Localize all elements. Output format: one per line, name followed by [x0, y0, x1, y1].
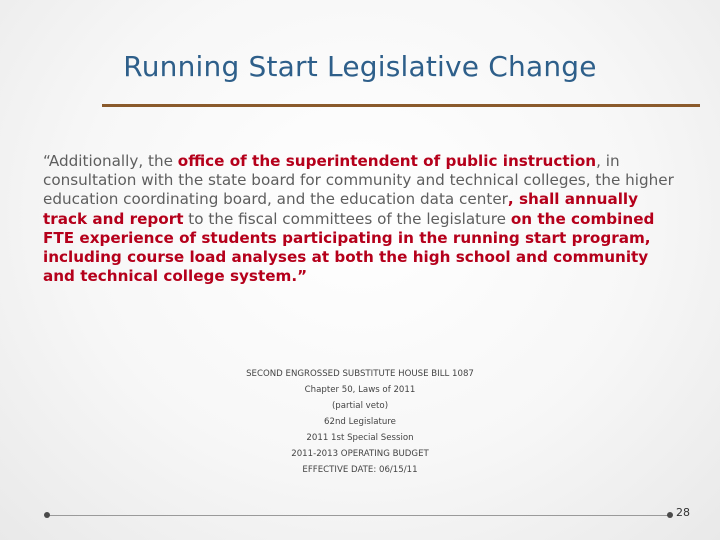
citation-line: Chapter 50, Laws of 2011	[304, 385, 416, 395]
quote-highlight-shall-track: , shall annually track and report	[43, 190, 639, 228]
title-divider	[102, 104, 700, 107]
bill-citation	[180, 366, 540, 478]
legislative-quote	[43, 152, 683, 286]
footer-right-dot-icon	[667, 512, 673, 518]
quote-segment: , in consultation with the state board for community and technical colleges, the higher education coordinating board, and the education data center	[43, 152, 674, 209]
quote-highlight-fte: on the combined FTE experience of students participating in the running start program, including course load analyses at both the high school and community and technical college system.”	[43, 209, 655, 286]
slide-title: Running Start Legislative Change	[123, 50, 597, 83]
quote-segment: to the fiscal committees of the legislature	[183, 209, 511, 228]
citation-line: 2011 1st Special Session	[306, 433, 414, 443]
citation-line: SECOND ENGROSSED SUBSTITUTE HOUSE BILL 1087	[246, 369, 474, 379]
footer-left-dot-icon	[44, 512, 50, 518]
citation-line: 2011-2013 OPERATING BUDGET	[291, 449, 429, 459]
citation-line: 62nd Legislature	[324, 417, 396, 427]
citation-line: EFFECTIVE DATE: 06/15/11	[302, 465, 418, 475]
quote-segment: “Additionally, the	[43, 152, 178, 170]
quote-highlight-ospi: office of the superintendent of public instruction	[177, 152, 597, 170]
page-number: 28	[676, 506, 690, 519]
footer-divider	[48, 515, 668, 516]
citation-line: (partial veto)	[331, 401, 389, 411]
